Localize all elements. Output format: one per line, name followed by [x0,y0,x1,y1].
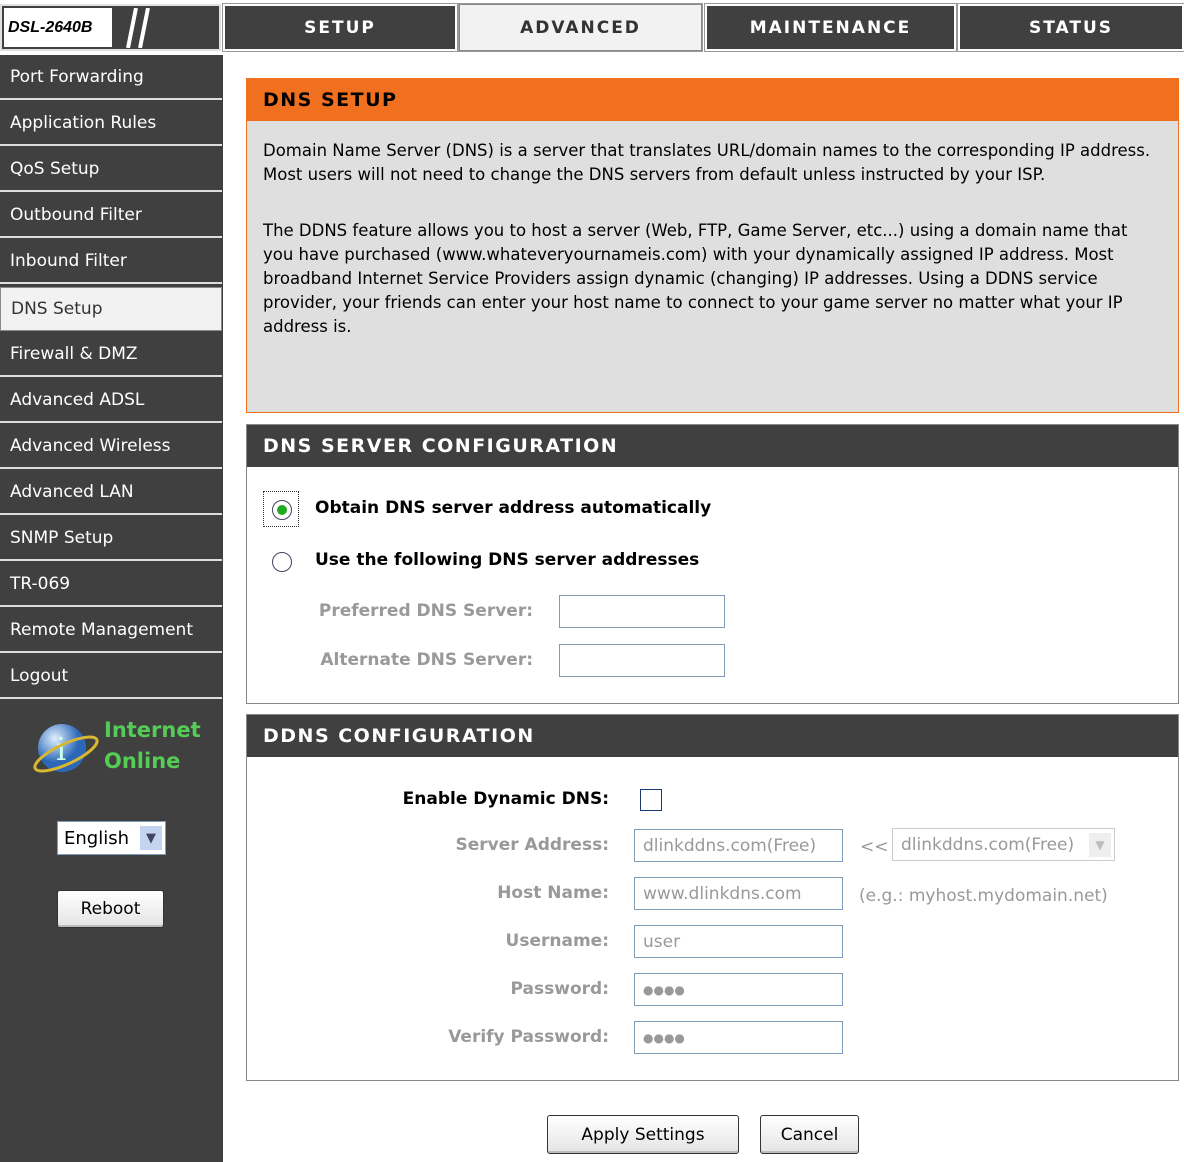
sidebar-item-inbound-filter[interactable]: Inbound Filter [0,240,222,284]
sidebar-item-advanced-lan[interactable]: Advanced LAN [0,471,222,515]
host-name-hint: (e.g.: myhost.mydomain.net) [859,886,1108,906]
host-name-label: Host Name: [497,883,609,903]
chevron-down-icon: ▼ [1089,833,1111,857]
enable-ddns-label: Enable Dynamic DNS: [402,789,609,809]
sidebar-item-port-forwarding[interactable]: Port Forwarding [0,56,222,100]
logo-slashes [114,8,154,48]
section-title: DNS SERVER CONFIGURATION [247,425,1178,467]
logo-text: DSL-2640B [4,8,112,47]
sidebar-item-application-rules[interactable]: Application Rules [0,102,222,146]
verify-password-label: Verify Password: [448,1027,609,1047]
verify-password-input[interactable]: ●●●● [634,1021,843,1054]
chevron-down-icon: ▼ [140,826,162,850]
internet-status: Internet Online [104,718,201,773]
sidebar-item-advanced-adsl[interactable]: Advanced ADSL [0,379,222,423]
dns-setup-section [246,78,1179,413]
ddns-section [246,714,1179,1081]
logo [0,4,221,51]
svg-text:i: i [56,730,67,768]
language-select[interactable]: English ▼ [57,821,166,855]
password-label: Password: [510,979,609,999]
cancel-button[interactable]: Cancel [760,1115,859,1154]
tab-advanced[interactable]: ADVANCED [459,4,702,51]
server-address-input[interactable]: dlinkddns.com(Free) [634,829,843,862]
sidebar-item-firewall-dmz[interactable]: Firewall & DMZ [0,333,222,377]
internet-info-icon [30,718,108,778]
apply-settings-button[interactable]: Apply Settings [547,1115,739,1154]
username-input[interactable]: user [634,925,843,958]
ddns-description: The DDNS feature allows you to host a server (Web, FTP, Game Server, etc...) using a domain name that you have purchased (www.whateveryournameis.com) with your dynamically assigned IP address. Most broadband Internet Service Providers assign dynamic (changing) IP addresses. Using a DDNS service provider, your friends can enter your host name to connect to your game server no matter what your IP address is. [263,221,1128,336]
server-address-label: Server Address: [455,835,609,855]
radio-manual-dns[interactable] [272,552,292,572]
sidebar-item-outbound-filter[interactable]: Outbound Filter [0,194,222,238]
section-title: DDNS CONFIGURATION [247,715,1178,757]
sidebar-item-dns-setup[interactable]: DNS Setup [0,287,222,331]
alternate-dns-input[interactable] [559,644,725,677]
copy-arrow: << [860,837,889,857]
preferred-dns-label: Preferred DNS Server: [318,601,533,621]
server-address-select[interactable]: dlinkddns.com(Free) ▼ [892,828,1115,861]
alternate-dns-label: Alternate DNS Server: [320,650,533,670]
tab-maintenance[interactable]: MAINTENANCE [705,4,956,51]
username-label: Username: [505,931,609,951]
tab-status[interactable]: STATUS [958,4,1184,51]
tab-setup[interactable]: SETUP [223,4,457,51]
sidebar-item-logout[interactable]: Logout [0,655,222,699]
sidebar-item-remote-management[interactable]: Remote Management [0,609,222,653]
sidebar-item-qos-setup[interactable]: QoS Setup [0,148,222,192]
dns-server-section [246,424,1179,704]
sidebar-item-advanced-wireless[interactable]: Advanced Wireless [0,425,222,469]
sidebar-item-snmp-setup[interactable]: SNMP Setup [0,517,222,561]
password-input[interactable]: ●●●● [634,973,843,1006]
sidebar-item-tr-069[interactable]: TR-069 [0,563,222,607]
auto-dns-label: Obtain DNS server address automatically [315,498,712,518]
manual-dns-label: Use the following DNS server addresses [315,550,700,570]
radio-auto-dns[interactable] [272,500,292,520]
dns-description: Domain Name Server (DNS) is a server that translates URL/domain names to the corresponding IP address. Most users will not need to change the DNS servers from default unless instructed by your ISP. [263,141,1151,184]
section-title: DNS SETUP [247,79,1178,121]
host-name-input[interactable]: www.dlinkdns.com [634,877,843,910]
reboot-button[interactable]: Reboot [57,890,164,928]
sidebar [0,55,223,1162]
preferred-dns-input[interactable] [559,595,725,628]
enable-ddns-checkbox[interactable] [640,789,662,811]
